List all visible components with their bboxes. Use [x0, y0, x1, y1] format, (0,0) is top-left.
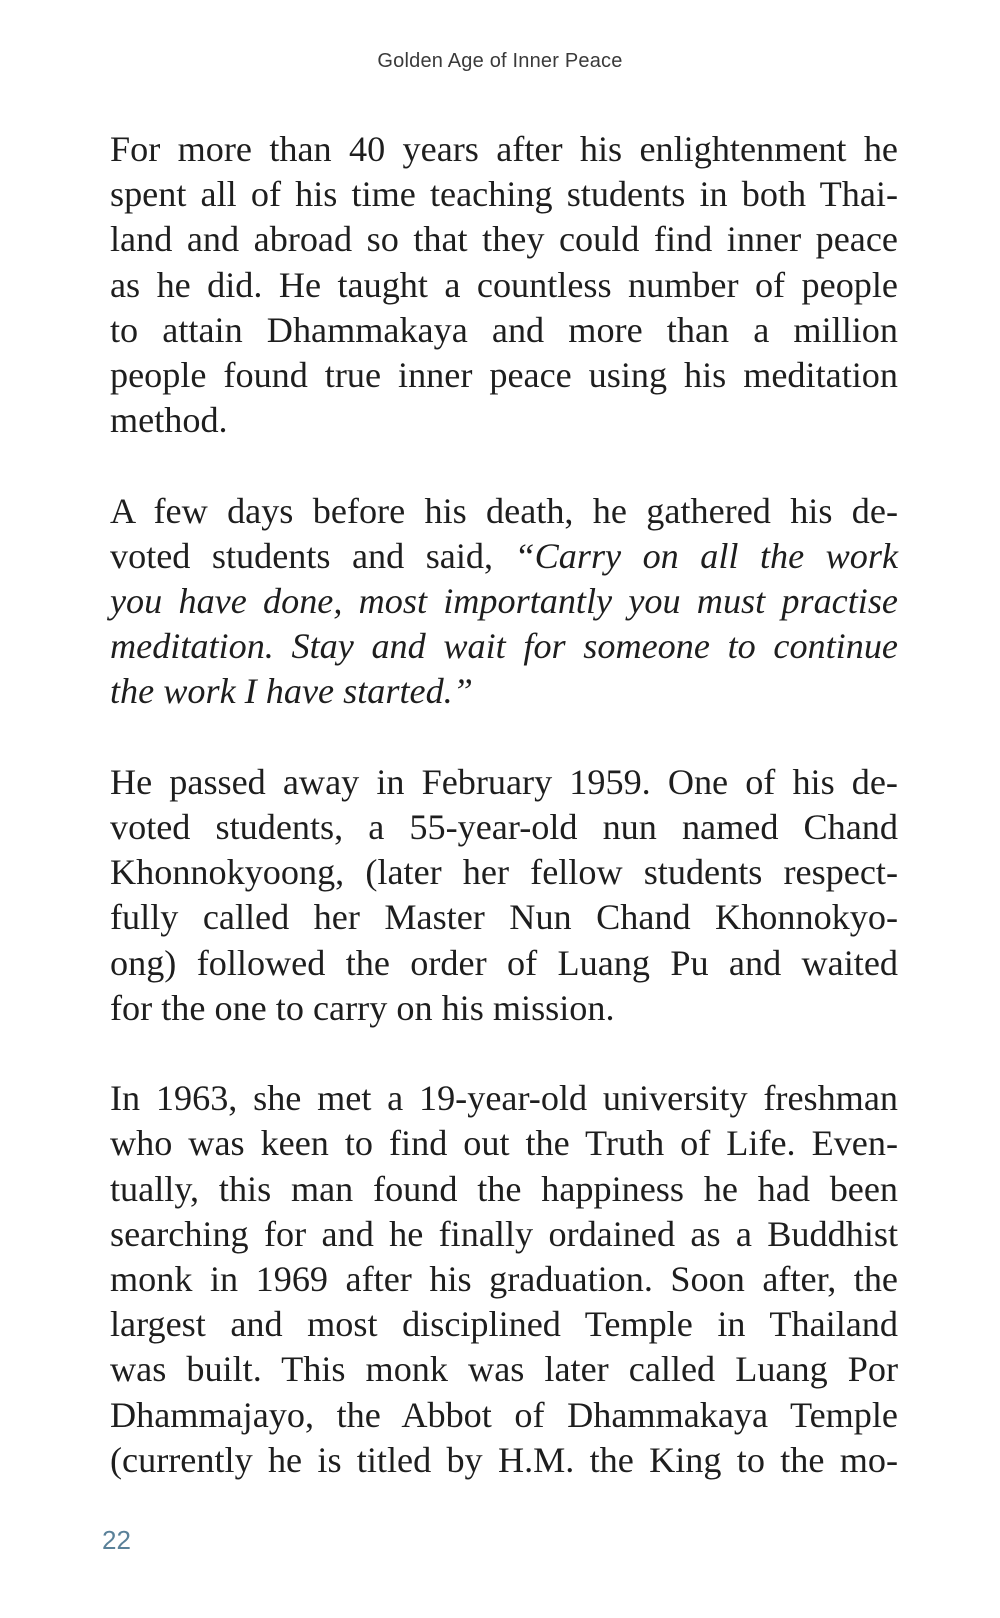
text-line: land and abroad so that they could find inner peace	[110, 219, 898, 260]
text-line: For more than 40 years after his enlightenment he	[110, 129, 898, 169]
text-segment: voted students and said,	[110, 535, 515, 576]
paragraph-2	[110, 489, 898, 715]
text-line: Khonnokyoong, (later her fellow students respect-	[110, 852, 898, 893]
text-line: who was keen to find out the Truth of Life. Even-	[110, 1123, 898, 1164]
text-line: for the one to carry on his mission.	[110, 987, 615, 1028]
text-line: In 1963, she met a 19-year-old university freshman	[110, 1078, 898, 1119]
text-line: searching for and he finally ordained as a Buddhist	[110, 1213, 898, 1254]
paragraph-3	[110, 760, 898, 1031]
text-line: as he did. He taught a countless number of people	[110, 264, 898, 305]
quote-line: you have done, most importantly you must practise	[110, 581, 898, 622]
text-line: A few days before his death, he gathered his de-	[110, 490, 898, 531]
text-line: fully called her Master Nun Chand Khonnokyo-	[110, 897, 898, 938]
text-line: people found true inner peace using his meditation	[110, 355, 898, 396]
paragraph-1	[110, 127, 898, 443]
text-line: (currently he is titled by H.M. the King to the mo-	[110, 1439, 898, 1480]
text-line: monk in 1969 after his graduation. Soon after, the	[110, 1259, 898, 1300]
text-line: method.	[110, 400, 228, 441]
quote-text: “Carry on all the work	[514, 535, 899, 576]
text-line: voted students, a 55-year-old nun named Chand	[110, 807, 898, 848]
text-line: largest and most disciplined Temple in Thailand	[110, 1304, 898, 1345]
text-line: tually, this man found the happiness he had been	[110, 1168, 898, 1209]
text-line: was built. This monk was later called Luang Por	[110, 1349, 898, 1390]
page-number: 22	[102, 1525, 131, 1555]
page-body	[110, 127, 898, 1483]
quote-line: meditation. Stay and wait for someone to continue	[110, 626, 898, 667]
text-line: Dhammajayo, the Abbot of Dhammakaya Temple	[110, 1394, 898, 1435]
text-line: spent all of his time teaching students in both Thai-	[110, 174, 898, 215]
quote-line: the work I have started.”	[110, 671, 473, 712]
text-line: ong) followed the order of Luang Pu and waited	[110, 942, 898, 983]
paragraph-4	[110, 1076, 898, 1483]
text-line	[110, 534, 898, 579]
text-line: He passed away in February 1959. One of his de-	[110, 761, 898, 802]
text-line: to attain Dhammakaya and more than a million	[110, 309, 898, 350]
running-header: Golden Age of Inner Peace	[377, 50, 623, 72]
